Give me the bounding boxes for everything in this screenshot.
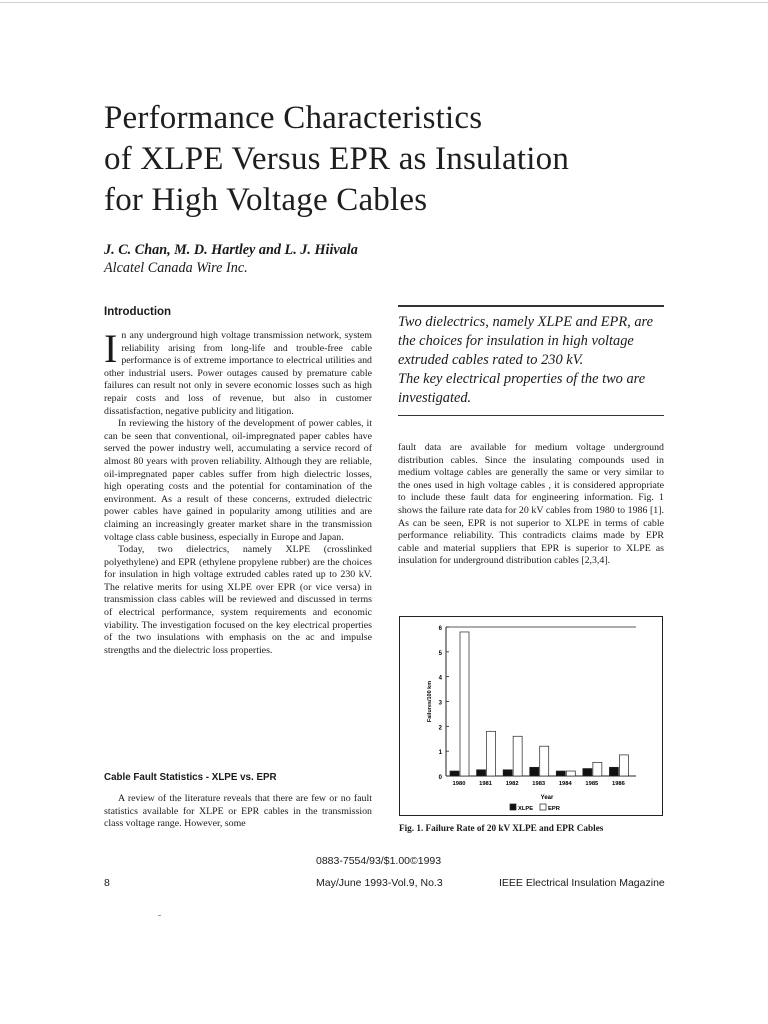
intro-paragraph-2: In reviewing the history of the development of power cables, it can be seen that conventional, oil-impregnated paper cables have served the power industry well, accumulating a service record of almost 80 years with proven reliability. Although they are reliable, oil-impregnated paper cables suffer from high dielectric losses, high operating costs and the potential for contamination of the environment. As a result of these concerns, extruded dielectric power cables have gained in popularity among utilities and are claiming an increasingly greater market share in the transmission voltage class cable business, especially in Europe and Japan.	[104, 418, 372, 543]
y-tick-label: 6	[438, 626, 442, 632]
x-axis-label: Year	[540, 795, 554, 801]
introduction-heading: Introduction	[104, 306, 172, 318]
title-line-2: of XLPE Versus EPR as Insulation	[104, 141, 570, 177]
y-tick-label: 0	[438, 775, 442, 781]
legend-swatch-epr	[540, 804, 546, 810]
x-tick-label-1984: 1984	[558, 781, 572, 787]
bar-epr-1985	[593, 762, 602, 776]
scan-speck	[158, 915, 161, 916]
bar-epr-1980	[460, 632, 469, 776]
footer-page-number: 8	[104, 877, 110, 889]
drop-cap: I	[104, 326, 118, 371]
article-title	[104, 98, 664, 221]
y-tick-label: 3	[438, 700, 442, 707]
bar-xlpe-1984	[556, 771, 565, 776]
pull-quote-line-2: The key electrical properties of the two are investigated.	[398, 370, 646, 406]
legend-label-epr: EPR	[548, 806, 560, 812]
x-tick-label-1983: 1983	[532, 781, 546, 787]
x-tick-label-1986: 1986	[611, 781, 625, 787]
pull-quote-text	[398, 307, 664, 415]
bar-epr-1986	[619, 755, 628, 776]
legend-swatch-xlpe	[510, 804, 516, 810]
bar-epr-1982	[513, 736, 522, 776]
legend-label-xlpe: XLPE	[518, 806, 534, 812]
figure-1-chart	[399, 616, 663, 816]
intro-paragraph-1	[104, 326, 372, 418]
right-column-fault-text	[398, 442, 664, 568]
bar-xlpe-1985	[583, 769, 592, 776]
title-line-1: Performance Characteristics	[104, 100, 483, 136]
fault-paragraph-1-block	[104, 793, 372, 831]
bar-xlpe-1983	[530, 767, 539, 776]
fault-paragraph-2: fault data are available for medium voltage underground distribution cables. Since the insulating compounds used in medium voltage cables are generally the same or very similar to the ones used in high voltage cables , it is considered appropriate to include these fault data for engineering information. Fig. 1 shows the failure rate data for 20 kV cables from 1980 to 1986 [1]. As can be seen, EPR is not superior to XLPE in terms of cable performance reliability. This contradicts claims made by EPR cable and material suppliers that EPR is superior to XLPE as insulation for underground distribution cables [2,3,4].	[398, 442, 664, 567]
pull-quote-line-1: Two dielectrics, namely XLPE and EPR, are the choices for insulation in high voltage extruded cables rated to 230 kV.	[398, 313, 653, 368]
bar-xlpe-1986	[609, 767, 618, 776]
authors: J. C. Chan, M. D. Hartley and L. J. Hiivala	[104, 242, 358, 258]
bar-xlpe-1981	[477, 770, 486, 776]
x-tick-label-1981: 1981	[479, 781, 493, 787]
y-axis-label: Failures/100 km	[427, 680, 433, 723]
figure-caption: Fig. 1. Failure Rate of 20 kV XLPE and EPR Cables	[399, 823, 604, 833]
pull-quote	[398, 305, 664, 416]
bar-xlpe-1980	[450, 771, 459, 776]
footer-issue: May/June 1993-Vol.9, No.3	[316, 877, 443, 889]
left-column-intro	[104, 326, 372, 657]
x-tick-label-1980: 1980	[452, 781, 466, 787]
title-line-3: for High Voltage Cables	[104, 182, 428, 218]
pull-quote-bottom-rule	[398, 415, 664, 416]
y-tick-label: 4	[438, 675, 442, 682]
affiliation: Alcatel Canada Wire Inc.	[104, 260, 248, 276]
failure-rate-bar-chart	[400, 617, 662, 815]
x-tick-label-1982: 1982	[505, 781, 519, 787]
intro-paragraph-3: Today, two dielectrics, namely XLPE (crosslinked polyethylene) and EPR (ethylene propylene rubber) are the choices for insulation in high voltage extruded cables rated up to 230 kV. The relative merits for using XLPE over EPR (or vice versa) in transmission class cables will be reviewed and discussed in terms of electrical performance, system requirements and economic viability. The investigation focused on the key electrical properties of the two insulations with emphasis on the ac and impulse strengths and the dielectric loss properties.	[104, 544, 372, 656]
top-border-line	[0, 2, 768, 3]
intro-paragraph-1-text: n any underground high voltage transmission network, system reliability arising from long-life and trouble-free cable performance is of extreme importance to electrical utilities and other industrial users. Power outages caused by premature cable failures can result not only in severe economic losses such as high repair costs and loss of revenue, but also in customer dissatisfaction, negative publicity and litigation.	[104, 330, 372, 417]
y-tick-label: 5	[438, 650, 442, 657]
fault-statistics-heading: Cable Fault Statistics - XLPE vs. EPR	[104, 772, 277, 783]
bar-epr-1983	[540, 746, 549, 776]
footer-magazine-name: IEEE Electrical Insulation Magazine	[499, 877, 665, 889]
bar-xlpe-1982	[503, 770, 512, 776]
y-tick-label: 1	[438, 750, 442, 757]
bar-epr-1981	[487, 731, 496, 776]
bar-epr-1984	[566, 771, 575, 776]
x-tick-label-1985: 1985	[585, 781, 599, 787]
y-tick-label: 2	[438, 725, 442, 732]
footer-issn: 0883-7554/93/$1.00©1993	[316, 855, 442, 867]
fault-paragraph-1: A review of the literature reveals that there are few or no fault statistics available for XLPE or EPR cables in the transmission class voltage range. However, some	[104, 793, 372, 830]
